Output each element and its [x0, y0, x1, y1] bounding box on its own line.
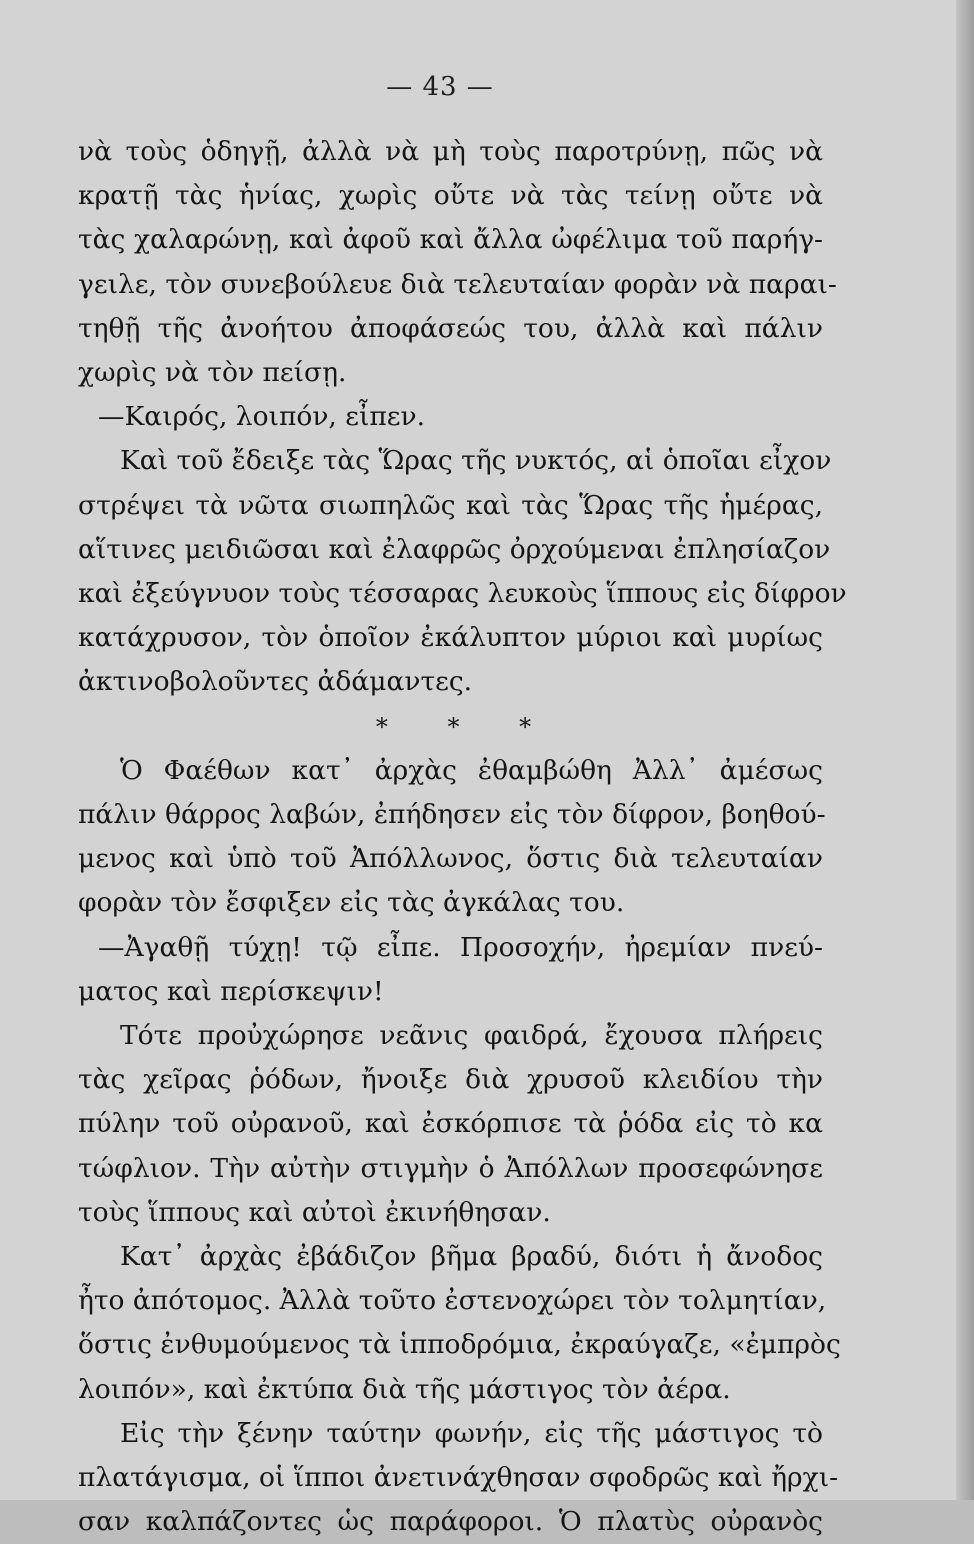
text-line: μενος καὶ ὑπὸ τοῦ Ἀπόλλωνος, ὅστις διὰ τελευταίαν: [78, 843, 823, 875]
dialogue-line: —Καιρός, λοιπόν, εἶπεν.: [98, 401, 426, 433]
text-line: ἦτο ἀπότομος. Ἀλλὰ τοῦτο ἐστενοχώρει τὸν τολμητίαν,: [78, 1285, 827, 1317]
text-line: πάλιν θάρρος λαβών, ἐπήδησεν εἰς τὸν δίφρον, βοηθού-: [78, 799, 826, 831]
text-line: χωρὶς νὰ τὸν πείσῃ.: [78, 357, 347, 389]
text-line: τοὺς ἵππους καὶ αὐτοὶ ἐκινήθησαν.: [78, 1196, 551, 1228]
text-line: τὰς χεῖρας ῥόδων, ἤνοιξε διὰ χρυσοῦ κλειδίου τὴν: [78, 1064, 823, 1096]
text-line: ὅστις ἐνθυμούμενος τὰ ἱπποδρόμια, ἐκραύγαζε, «ἐμπρὸς: [78, 1329, 841, 1361]
text-line: Τότε προὐχώρησε νεᾶνις φαιδρά, ἔχουσα πλήρεις: [120, 1020, 823, 1052]
text-line: ἀκτινοβολοῦντες ἀδάμαντες.: [78, 666, 473, 698]
text-line: Καὶ τοῦ ἔδειξε τὰς Ὥρας τῆς νυκτός, αἱ ὁποῖαι εἶχον: [120, 445, 832, 477]
body-text: [78, 130, 847, 1544]
text-line: Ὁ Φαέθων κατ᾽ ἀρχὰς ἐθαμβώθη Ἀλλ᾽ ἀμέσως: [120, 754, 823, 786]
section-separator: * * *: [375, 712, 558, 741]
text-line: πλατάγισμα, οἱ ἵπποι ἀνετινάχθησαν σφοδρῶς καὶ ἤρχι-: [78, 1462, 839, 1494]
text-line: ματος καὶ περίσκεψιν!: [78, 975, 384, 1007]
text-line: Κατ᾽ ἀρχὰς ἐβάδιζον βῆμα βραδύ, διότι ἡ ἄνοδος: [120, 1241, 823, 1273]
text-line: φορὰν τὸν ἔσφιξεν εἰς τὰς ἀγκάλας του.: [78, 887, 625, 919]
text-line: αἵτινες μειδιῶσαι καὶ ἐλαφρῶς ὀρχούμεναι ἐπλησίαζον: [78, 533, 831, 565]
text-line: τὰς χαλαρώνῃ, καὶ ἀφοῦ καὶ ἄλλα ὠφέλιμα τοῦ παρήγ-: [78, 224, 823, 256]
text-line: τώφλιον. Τὴν αὐτὴν στιγμὴν ὁ Ἀπόλλων προσεφώνησε: [78, 1152, 823, 1184]
text-line: κρατῇ τὰς ἡνίας, χωρὶς οὔτε νὰ τὰς τείνῃ οὔτε νὰ: [78, 180, 823, 212]
text-line: σαν καλπάζοντες ὡς παράφοροι. Ὁ πλατὺς οὐρανὸς: [78, 1506, 823, 1538]
dialogue-line: —Ἀγαθῇ τύχῃ! τῷ εἶπε. Προσοχήν, ἠρεμίαν πνεύ-: [98, 931, 823, 963]
text-line: καὶ ἐξεύγνυον τοὺς τέσσαρας λευκοὺς ἵππους εἰς δίφρον: [78, 578, 847, 610]
text-line: στρέψει τὰ νῶτα σιωπηλῶς καὶ τὰς Ὥρας τῆς ἡμέρας,: [78, 489, 823, 521]
text-line: πύλην τοῦ οὐρανοῦ, καὶ ἐσκόρπισε τὰ ῥόδα εἰς τὸ κα: [78, 1108, 823, 1140]
text-line: Εἰς τὴν ξένην ταύτην φωνήν, εἰς τῆς μάστιγος τὸ: [120, 1417, 823, 1449]
text-line: νὰ τοὺς ὁδηγῇ, ἀλλὰ νὰ μὴ τοὺς παροτρύνῃ, πῶς νὰ: [78, 136, 823, 167]
page-number: — 43 —: [386, 72, 494, 102]
text-line: λοιπόν», καὶ ἐκτύπα διὰ τῆς μάστιγος τὸν ἀέρα.: [78, 1373, 731, 1405]
text-line: κατάχρυσον, τὸν ὁποῖον ἐκάλυπτον μύριοι καὶ μυρίως: [78, 622, 823, 654]
text-line: γειλε, τὸν συνεβούλευε διὰ τελευταίαν φορὰν νὰ παραι-: [78, 268, 837, 300]
text-line: τηθῇ τῆς ἀνοήτου ἀποφάσεώς του, ἀλλὰ καὶ πάλιν: [78, 312, 823, 344]
